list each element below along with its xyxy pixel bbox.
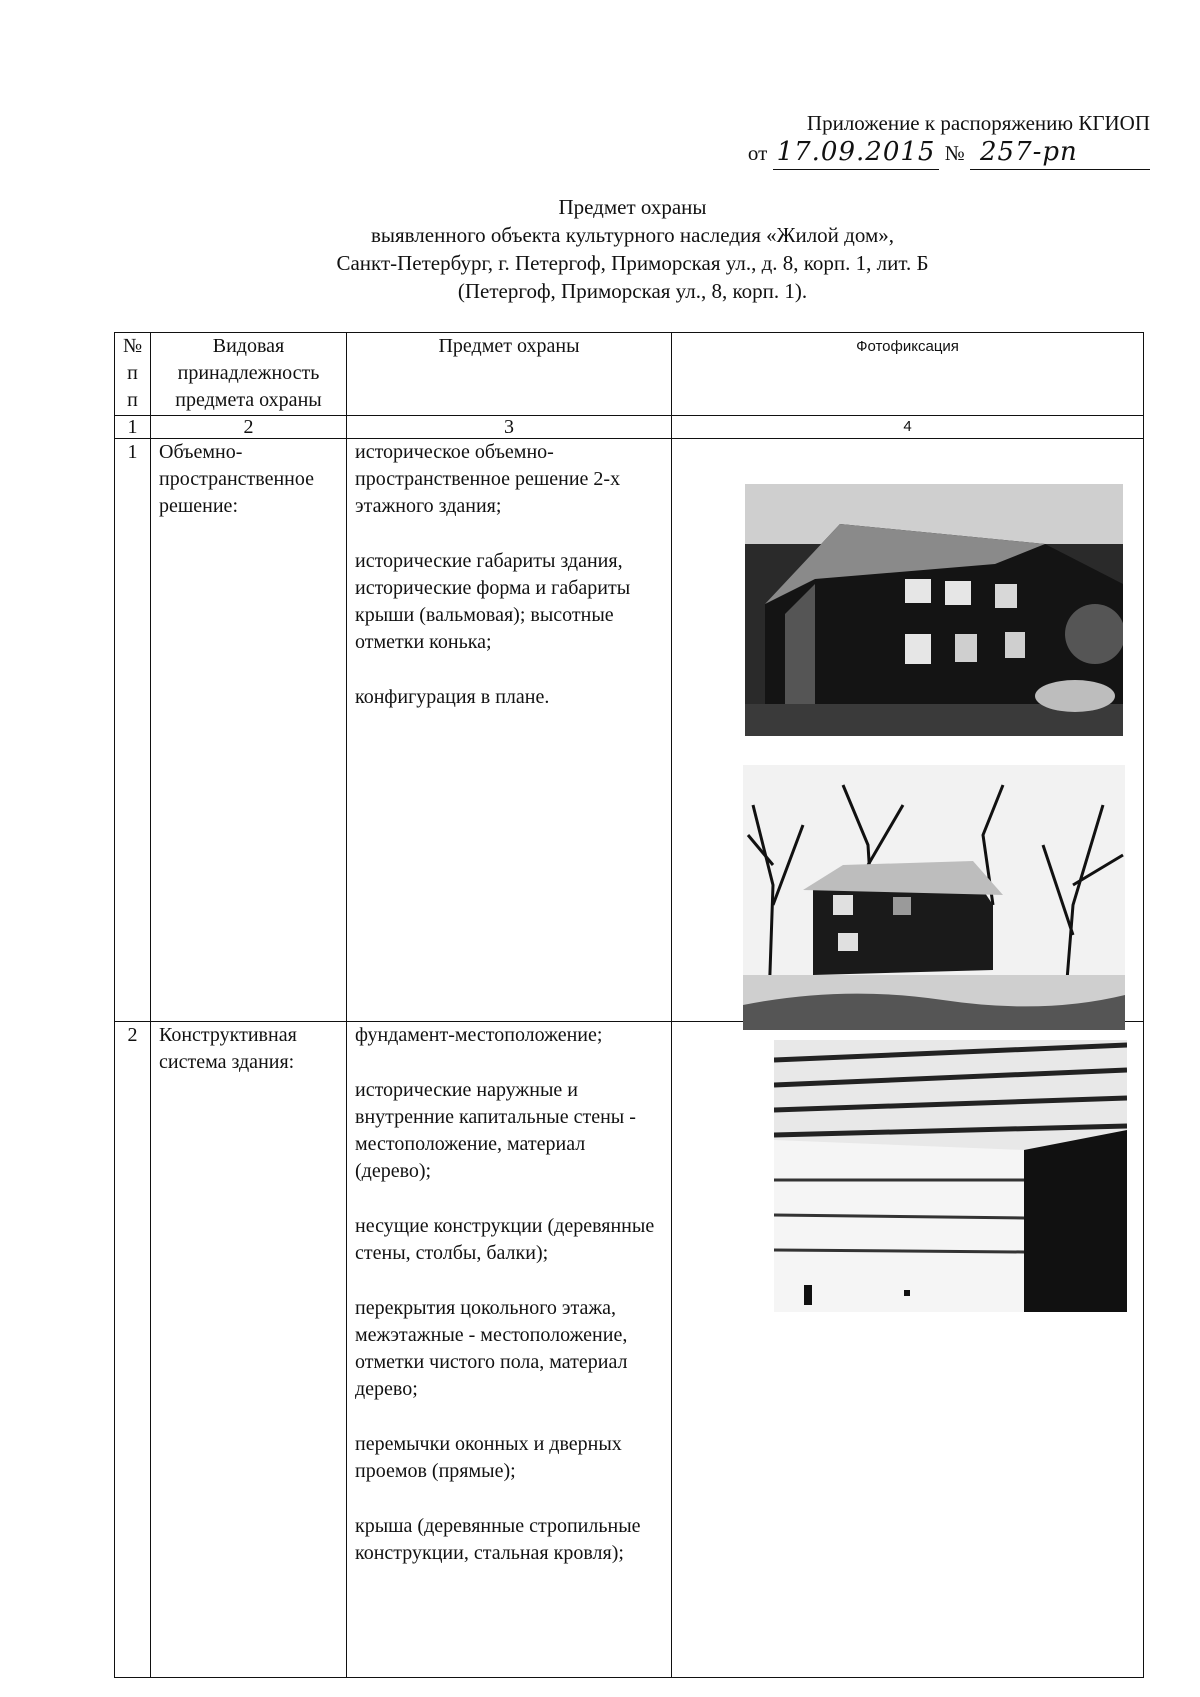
document-title: [0, 193, 1200, 305]
header-number-symbol: №: [123, 335, 143, 357]
row-item: историческое объемно-пространственное решение 2-х этажного здания;: [355, 441, 621, 517]
header-subject: Предмет охраны: [347, 333, 672, 416]
handwritten-date: 17.09.2015: [773, 136, 940, 170]
wall-detail-photo: [774, 1040, 1127, 1312]
title-line-2: выявленного объекта культурного наследия «Жилой дом»,: [370, 223, 894, 247]
row-items: [347, 1022, 672, 1678]
title-line-1: Предмет охраны: [558, 195, 707, 219]
header-number-p1: п: [127, 362, 138, 384]
order-reference: [748, 136, 1150, 170]
row-category: Конструктивная система здания:: [151, 1022, 347, 1678]
title-line-3: Санкт-Петербург, г. Петергоф, Приморская ул., д. 8, корп. 1, лит. Б: [336, 251, 929, 275]
row-number: 1: [115, 439, 151, 1022]
header-category: Видовая принадлежность предмета охраны: [151, 333, 347, 416]
row-number: 2: [115, 1022, 151, 1678]
header-number: [115, 333, 151, 416]
column-number: 3: [347, 416, 672, 439]
row-item: конфигурация в плане.: [355, 686, 550, 708]
row-item: крыша (деревянные стропильные конструкции, стальная кровля);: [355, 1515, 641, 1564]
column-number-row: [115, 416, 1144, 439]
from-label: от: [747, 141, 768, 166]
title-line-4: (Петергоф, Приморская ул., 8, корп. 1).: [457, 279, 808, 303]
wooden-wall-image: [774, 1040, 1127, 1312]
table-header-row: [115, 333, 1144, 416]
number-label: №: [944, 141, 965, 166]
building-photo-trees: [743, 765, 1125, 1030]
header-photo: Фотофиксация: [672, 333, 1144, 416]
header-number-p2: п: [127, 389, 138, 411]
row-item: перекрытия цокольного этажа, межэтажные - местоположение, отметки чистого пола, материал дерево;: [355, 1297, 628, 1400]
row-items: [347, 439, 672, 1022]
appendix-header: [0, 110, 1150, 170]
building-photo-facade: [745, 484, 1123, 736]
column-number: 4: [672, 416, 1144, 439]
handwritten-number: 257-рп: [970, 136, 1150, 170]
row-item: исторические наружные и внутренние капитальные стены - местоположение, материал (дерево);: [355, 1079, 636, 1182]
appendix-text: Приложение к распоряжению КГИОП: [806, 111, 1150, 135]
column-number: 1: [115, 416, 151, 439]
row-category: Объемно-пространственное решение:: [151, 439, 347, 1022]
row-item: несущие конструкции (деревянные стены, столбы, балки);: [355, 1215, 655, 1264]
row-item: исторические габариты здания, исторические форма и габариты крыши (вальмовая); высотные отметки конька;: [355, 550, 631, 653]
row-item: перемычки оконных и дверных проемов (прямые);: [355, 1433, 622, 1482]
building-trees-image: [743, 765, 1125, 1030]
column-number: 2: [151, 416, 347, 439]
building-facade-image: [745, 484, 1123, 736]
row-item: фундамент-местоположение;: [355, 1024, 603, 1046]
